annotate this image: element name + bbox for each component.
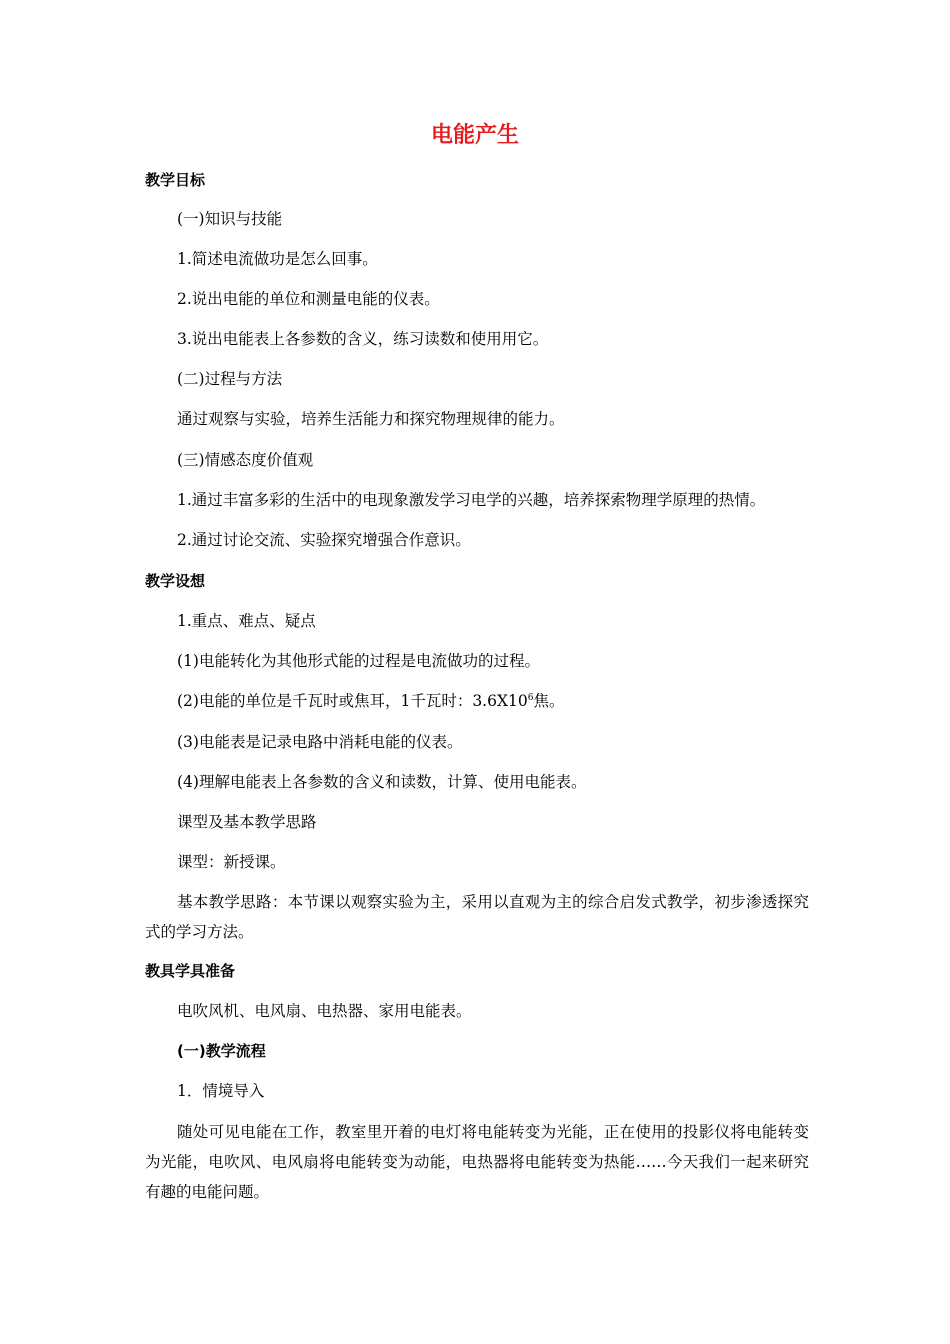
subheading-attitudes: (三)情感态度价值观 [177,451,314,469]
plan-item-3 [177,690,564,712]
plan-item-5: (4)理解电能表上各参数的含义和读数，计算、使用电能表。 [177,773,587,791]
plan-item-2: (1)电能转化为其他形式能的过程是电流做功的过程。 [177,652,540,670]
plan-item-3-exponent: 6 [527,692,534,703]
document-title: 电能产生 [430,123,519,148]
plan-item-3-unit: 焦。 [533,692,565,710]
attitude-item-1: 1.通过丰富多彩的生活中的电现象激发学习电学的兴趣，培养探索物理学原理的热情。 [177,491,766,509]
goal-item-3: 3.说出电能表上各参数的含义，练习读数和使用用它。 [177,330,549,348]
process-paragraph: 通过观察与实验，培养生活能力和探究物理规律的能力。 [177,410,565,428]
heading-teaching-goals: 教学目标 [145,171,206,189]
plan-item-7: 课型：新授课。 [177,853,286,871]
subheading-process-methods: (二)过程与方法 [177,370,283,388]
heading-materials: 教具学具准备 [145,962,236,980]
plan-paragraph: 基本教学思路：本节课以观察实验为主，采用以直观为主的综合启发式教学，初步渗透探究式的学习方法。 [145,893,809,941]
subheading-teaching-flow: (一)教学流程 [177,1042,266,1060]
plan-item-4: (3)电能表是记录电路中消耗电能的仪表。 [177,733,463,751]
goal-item-2: 2.说出电能的单位和测量电能的仪表。 [177,290,440,308]
plan-item-1: 1.重点、难点、疑点 [177,612,316,630]
materials-paragraph: 电吹风机、电风扇、电热器、家用电能表。 [177,1002,472,1020]
goal-item-1: 1.简述电流做功是怎么回事。 [177,250,378,268]
subheading-knowledge-skills: (一)知识与技能 [177,210,283,228]
heading-teaching-plan: 教学设想 [145,572,206,590]
flow-item-1: 1．情境导入 [177,1082,265,1100]
flow-paragraph: 随处可见电能在工作，教室里开着的电灯将电能转变为光能，正在使用的投影仪将电能转变为光能，电吹风、电风扇将电能转变为动能，电热器将电能转变为热能……今天我们一起来研究有趣的电能问题。 [145,1123,809,1201]
attitude-item-2: 2.通过讨论交流、实验探究增强合作意识。 [177,531,471,549]
plan-item-6: 课型及基本教学思路 [177,813,317,831]
plan-item-3-text: (2)电能的单位是千瓦时或焦耳，1千瓦时：3.6X10 [177,692,528,710]
